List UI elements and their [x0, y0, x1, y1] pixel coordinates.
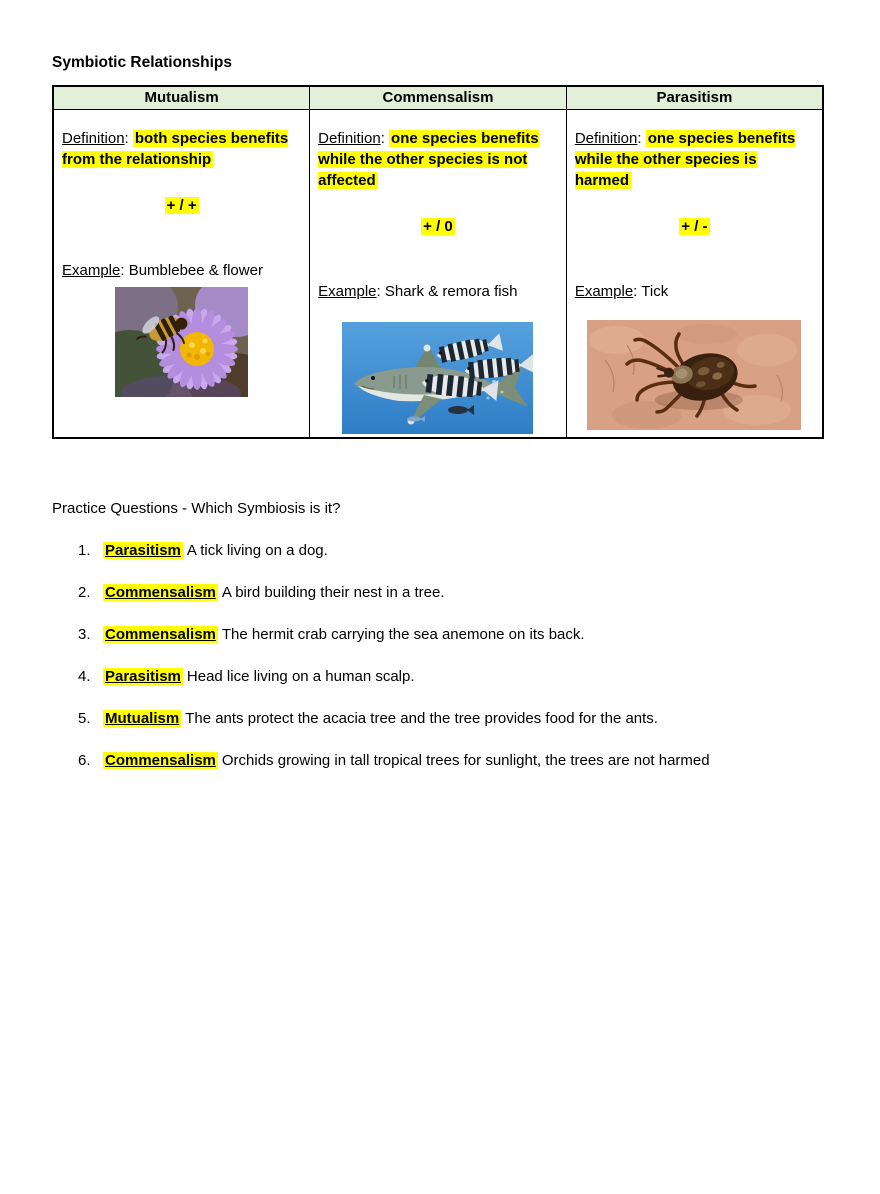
table-cell-parasitism	[566, 109, 823, 438]
commensalism-symbol: + / 0	[423, 217, 453, 235]
tick-image	[575, 320, 814, 430]
practice-questions-heading: Practice Questions - Which Symbiosis is it?	[52, 500, 341, 517]
mutualism-definition-text: both species benefits from the relationship	[62, 129, 289, 168]
parasitism-symbol: + / -	[681, 217, 708, 235]
question-item	[52, 582, 824, 603]
question-item	[52, 750, 824, 771]
question-answer: Commensalism	[105, 584, 216, 601]
page-title: Symbiotic Relationships	[52, 54, 233, 71]
bee-flower-image	[62, 287, 301, 397]
commensalism-example	[318, 281, 558, 302]
separator: :	[380, 129, 390, 147]
table-cell-mutualism	[53, 109, 310, 438]
definition-label: Definition	[574, 129, 638, 147]
question-number: 1.	[78, 542, 91, 559]
question-item	[52, 540, 824, 561]
question-text: The hermit crab carrying the sea anemone on its back.	[221, 626, 585, 643]
commensalism-example-text: Shark & remora fish	[384, 282, 518, 300]
symbiosis-table	[52, 85, 824, 439]
separator: :	[124, 129, 133, 147]
question-answer: Parasitism	[105, 542, 181, 559]
question-text: A bird building their nest in a tree.	[221, 584, 445, 601]
table-header-commensalism: Commensalism	[310, 86, 567, 109]
question-number: 3.	[78, 626, 91, 643]
table-header-row	[53, 86, 823, 109]
separator: :	[376, 282, 385, 300]
parasitism-definition-text: one species benefits while the other species is harmed	[574, 129, 796, 189]
question-number: 4.	[78, 668, 91, 685]
question-text: A tick living on a dog.	[186, 542, 328, 559]
parasitism-example	[575, 281, 814, 302]
definition-label: Definition	[318, 129, 381, 147]
question-text: Orchids growing in tall tropical trees for sunlight, the trees are not harmed	[221, 752, 710, 769]
mutualism-definition	[62, 128, 301, 170]
mutualism-example	[62, 260, 301, 281]
definition-label: Definition	[62, 129, 125, 147]
question-number: 2.	[78, 584, 91, 601]
separator: :	[633, 282, 642, 300]
example-label: Example	[574, 282, 634, 300]
parasitism-example-text: Tick	[641, 282, 669, 300]
question-text: The ants protect the acacia tree and the tree provides food for the ants.	[185, 710, 658, 727]
table-header-mutualism: Mutualism	[53, 86, 310, 109]
mutualism-example-text: Bumblebee & flower	[128, 261, 263, 279]
table-header-parasitism: Parasitism	[566, 86, 823, 109]
question-item	[52, 708, 824, 729]
worksheet-page	[0, 55, 880, 771]
question-item	[52, 666, 824, 687]
question-text: Head lice living on a human scalp.	[186, 668, 415, 685]
question-answer: Commensalism	[105, 626, 216, 643]
question-answer: Mutualism	[105, 710, 180, 727]
question-answer: Commensalism	[105, 752, 216, 769]
separator: :	[120, 261, 129, 279]
table-body-row	[53, 109, 823, 438]
commensalism-definition	[318, 128, 558, 191]
practice-questions-list	[52, 540, 824, 771]
shark-remora-image	[318, 322, 558, 434]
question-item	[52, 624, 824, 645]
question-number: 6.	[78, 752, 91, 769]
separator: :	[637, 129, 646, 147]
example-label: Example	[318, 282, 377, 300]
mutualism-symbol: + / +	[166, 196, 197, 214]
parasitism-definition	[575, 128, 814, 191]
table-cell-commensalism	[310, 109, 567, 438]
commensalism-definition-text: one species benefits while the other species is not affected	[318, 129, 539, 189]
question-number: 5.	[78, 710, 91, 727]
question-answer: Parasitism	[105, 668, 181, 685]
example-label: Example	[62, 261, 121, 279]
